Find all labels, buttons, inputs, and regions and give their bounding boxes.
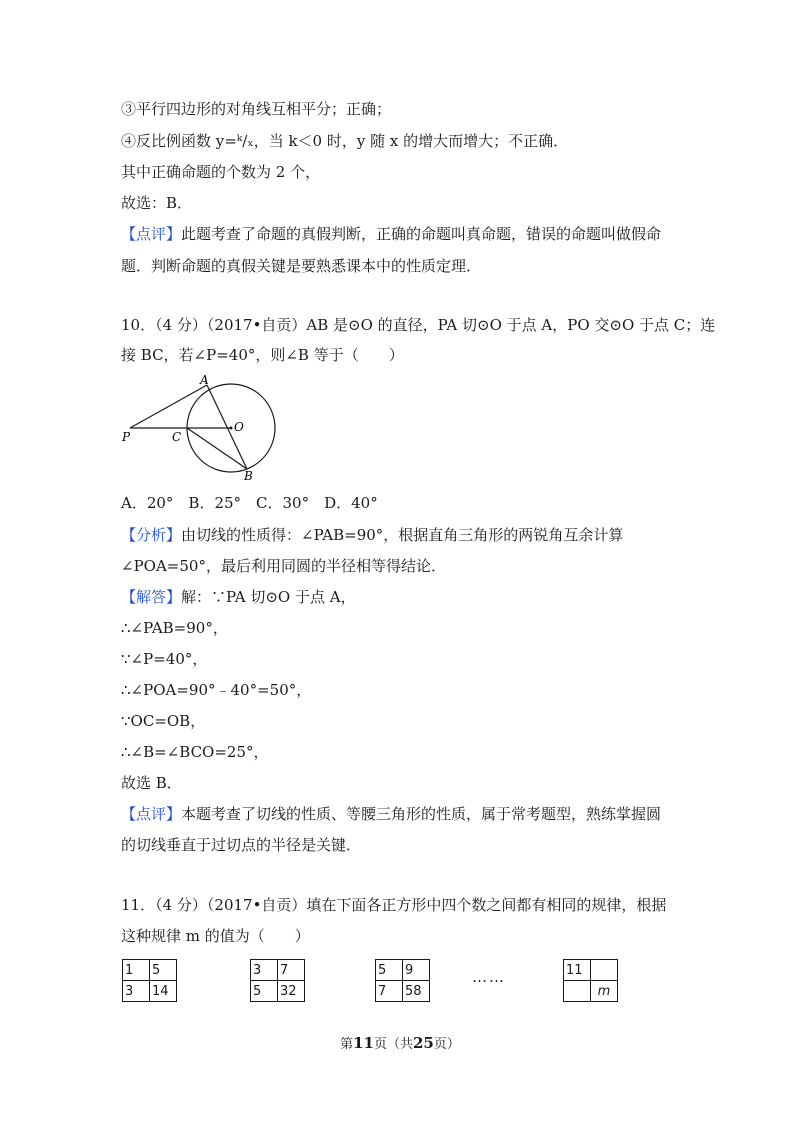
tangent-pa: [130, 385, 207, 428]
square-cell: 14: [150, 981, 177, 1002]
analysis-tag: 【分析】: [121, 526, 182, 544]
text-line: 题．判断命题的真假关键是要熟悉课本中的性质定理．: [121, 257, 482, 275]
answer-options: A．20° B．25° C．30° D．40°: [121, 494, 378, 512]
comment-tag: 【点评】: [121, 805, 182, 823]
number-square-4: [563, 959, 618, 1002]
comment-line: [121, 804, 661, 824]
text-line: 故选 B．: [121, 774, 182, 792]
number-square-3: [375, 959, 430, 1002]
number-square-1: [122, 959, 177, 1002]
text-line: 其中正确命题的个数为 2 个，: [121, 163, 321, 181]
text-line: 的切线垂直于过切点的半径是关键．: [121, 836, 362, 854]
footer-text: 页（共: [373, 1037, 413, 1052]
square-cell: [591, 960, 618, 981]
square-cell: [564, 981, 591, 1002]
text-line: 故选：B．: [121, 194, 193, 212]
text-line: ③平行四边形的对角线互相平分；正确；: [121, 100, 392, 118]
square-cell: 5: [150, 960, 177, 981]
comment-text: 此题考查了命题的真假判断，正确的命题叫真命题，错误的命题叫做假命: [181, 225, 662, 243]
solution-line: [121, 587, 356, 607]
label-p: P: [122, 430, 131, 444]
square-cell: 3: [251, 960, 278, 981]
page-footer: [0, 1033, 800, 1052]
square-cell: 1: [123, 960, 150, 981]
square-cell: 11: [564, 960, 591, 981]
question-stem: 这种规律 m 的值为（ ）: [121, 927, 310, 945]
square-cell: 7: [278, 960, 305, 981]
comment-tag: 【点评】: [121, 225, 182, 243]
ellipsis: ……: [472, 968, 506, 986]
text-line: ∴∠PAB=90°，: [121, 619, 228, 637]
text-line: ∠POA=50°，最后利用同圆的半径相等得结论．: [121, 557, 446, 575]
comment-text: 本题考查了切线的性质、等腰三角形的性质，属于常考题型，熟练掌握圆: [181, 805, 662, 823]
square-cell-m: m: [591, 981, 618, 1002]
footer-text: 页）: [433, 1037, 460, 1052]
square-cell: 7: [376, 981, 403, 1002]
circle-diagram: [118, 374, 288, 484]
square-cell: 3: [123, 981, 150, 1002]
label-b: B: [244, 469, 253, 483]
segment-bc: [187, 428, 247, 469]
text-line: ∵OC=OB，: [121, 712, 206, 730]
question-stem: 11．（4 分）（2017•自贡）填在下面各正方形中四个数之间都有相同的规律，根据: [121, 896, 667, 914]
square-cell: 58: [403, 981, 430, 1002]
page-total: 25: [413, 1034, 434, 1052]
center-point: [230, 427, 233, 430]
text-line: ∴∠B=∠BCO=25°，: [121, 743, 269, 761]
solution-tag: 【解答】: [121, 588, 182, 606]
page-number: 11: [353, 1034, 374, 1052]
text-line: ∵∠P=40°，: [121, 650, 208, 668]
label-a: A: [200, 374, 209, 387]
square-cell: 5: [251, 981, 278, 1002]
square-cell: 9: [403, 960, 430, 981]
footer-text: 第: [340, 1037, 354, 1052]
question-stem: 接 BC，若∠P=40°，则∠B 等于（ ）: [121, 346, 404, 364]
label-o: O: [234, 420, 244, 434]
question-stem: 10．（4 分）（2017•自贡）AB 是⊙O 的直径，PA 切⊙O 于点 A，PO 交⊙O 于点 C；连: [121, 316, 716, 334]
comment-line: [121, 224, 661, 244]
number-square-2: [250, 959, 305, 1002]
solution-text: 解：∵PA 切⊙O 于点 A，: [181, 588, 356, 606]
text-line: ④反比例函数 y=ᵏ/ₓ，当 k＜0 时，y 随 x 的增大而增大；不正确．: [121, 132, 569, 150]
label-c: C: [172, 430, 182, 444]
analysis-text: 由切线的性质得：∠PAB=90°，根据直角三角形的两锐角互余计算: [181, 526, 624, 544]
text-line: ∴∠POA=90°﹣40°=50°，: [121, 681, 312, 699]
analysis-line: [121, 525, 623, 545]
square-cell: 32: [278, 981, 305, 1002]
square-cell: 5: [376, 960, 403, 981]
